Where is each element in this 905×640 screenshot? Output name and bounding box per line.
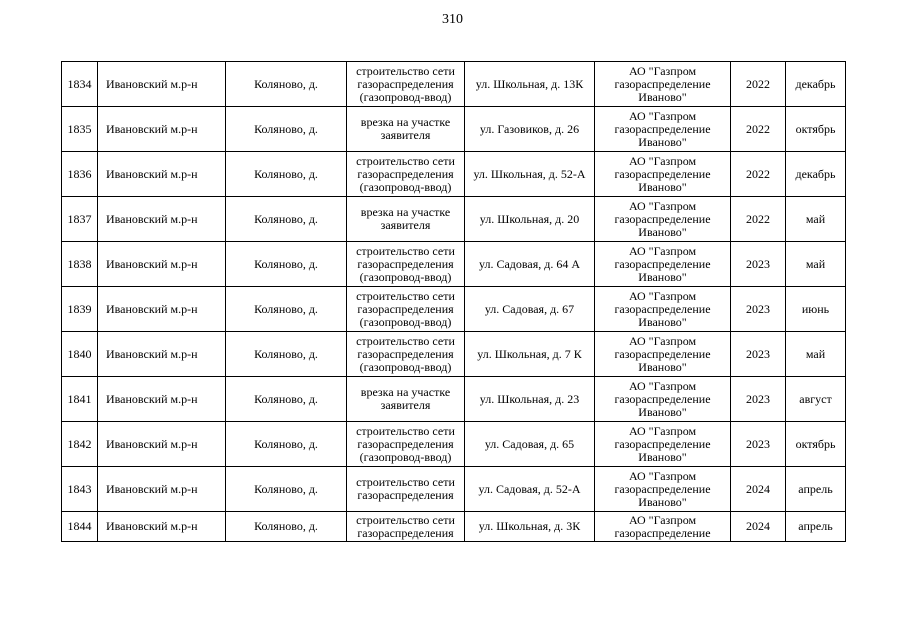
row-number-cell-text: 1837 [67, 212, 92, 226]
district-cell [98, 152, 226, 197]
company-cell-text: АО "Газпром газораспределение Иваново" [614, 379, 711, 419]
company-cell [595, 197, 731, 242]
company-cell-text: АО "Газпром газораспределение Иваново" [614, 64, 711, 104]
row-number-cell-text: 1843 [67, 482, 92, 496]
row-number-cell-text: 1840 [67, 347, 92, 361]
district-cell [98, 107, 226, 152]
locality-cell-text: Коляново, д. [254, 167, 318, 181]
table-body [62, 62, 846, 542]
table-row [62, 332, 846, 377]
year-cell [731, 377, 786, 422]
work-type-cell-text: врезка на участке заявителя [360, 206, 451, 232]
year-cell [731, 287, 786, 332]
month-cell [786, 422, 846, 467]
row-number-cell [62, 332, 98, 377]
district-cell-text: Ивановский м.р-н [106, 122, 198, 136]
work-type-cell-text: строительство сети газораспределения [356, 513, 455, 540]
company-cell-text: АО "Газпром газораспределение Иваново" [614, 154, 711, 194]
address-cell-text: ул. Садовая, д. 64 А [478, 257, 581, 271]
year-cell [731, 332, 786, 377]
address-cell [465, 107, 595, 152]
address-cell-text: ул. Газовиков, д. 26 [479, 122, 580, 136]
district-cell [98, 197, 226, 242]
locality-cell-text: Коляново, д. [254, 437, 318, 451]
year-cell [731, 422, 786, 467]
locality-cell [226, 242, 347, 287]
locality-cell-text: Коляново, д. [254, 212, 318, 226]
company-cell [595, 377, 731, 422]
month-cell [786, 332, 846, 377]
work-type-cell [347, 467, 465, 512]
district-cell [98, 377, 226, 422]
company-cell-text: АО "Газпром газораспределение Иваново" [614, 424, 711, 464]
company-cell [595, 242, 731, 287]
locality-cell-text: Коляново, д. [254, 257, 318, 271]
row-number-cell [62, 467, 98, 512]
locality-cell [226, 197, 347, 242]
work-type-cell [347, 512, 465, 542]
work-type-cell [347, 422, 465, 467]
work-type-cell [347, 377, 465, 422]
year-cell-text: 2023 [746, 392, 770, 406]
district-cell-text: Ивановский м.р-н [106, 482, 198, 496]
row-number-cell [62, 512, 98, 542]
row-number-cell [62, 422, 98, 467]
district-cell [98, 512, 226, 542]
month-cell-text: июнь [801, 302, 830, 316]
company-cell-text: АО "Газпром газораспределение [614, 513, 711, 540]
address-cell-text: ул. Школьная, д. 20 [479, 212, 580, 226]
row-number-cell [62, 287, 98, 332]
district-cell-text: Ивановский м.р-н [106, 437, 198, 451]
year-cell [731, 197, 786, 242]
work-type-cell [347, 62, 465, 107]
district-cell [98, 422, 226, 467]
address-cell-text: ул. Садовая, д. 67 [484, 302, 575, 316]
district-cell [98, 242, 226, 287]
table-row [62, 242, 846, 287]
table-row [62, 197, 846, 242]
row-number-cell [62, 242, 98, 287]
company-cell [595, 62, 731, 107]
work-type-cell-text: врезка на участке заявителя [360, 386, 451, 412]
district-cell-text: Ивановский м.р-н [106, 77, 198, 91]
company-cell-text: АО "Газпром газораспределение Иваново" [614, 334, 711, 374]
district-cell [98, 467, 226, 512]
address-cell [465, 377, 595, 422]
month-cell [786, 377, 846, 422]
address-cell-text: ул. Школьная, д. 7 К [477, 347, 582, 361]
work-type-cell-text: строительство сети газораспределения [356, 476, 455, 502]
page-number: 310 [442, 12, 463, 27]
locality-cell [226, 152, 347, 197]
month-cell-text: май [805, 212, 826, 226]
company-cell-text: АО "Газпром газораспределение Иваново" [614, 199, 711, 239]
company-cell-text: АО "Газпром газораспределение Иваново" [614, 289, 711, 329]
district-cell-text: Ивановский м.р-н [106, 520, 198, 533]
company-cell [595, 332, 731, 377]
row-number-cell-text: 1844 [67, 520, 92, 533]
year-cell-text: 2022 [746, 212, 770, 226]
district-cell-text: Ивановский м.р-н [106, 392, 198, 406]
work-type-cell [347, 332, 465, 377]
work-type-cell-text: строительство сети газораспределения (газопровод-ввод) [356, 424, 455, 464]
district-cell-text: Ивановский м.р-н [106, 302, 198, 316]
row-number-cell-text: 1841 [67, 392, 92, 406]
table-row [62, 512, 846, 542]
address-cell [465, 62, 595, 107]
year-cell [731, 512, 786, 542]
month-cell-text: август [799, 392, 832, 406]
month-cell [786, 512, 846, 542]
locality-cell-text: Коляново, д. [254, 520, 318, 533]
year-cell-text: 2022 [746, 122, 770, 136]
company-cell-text: АО "Газпром газораспределение Иваново" [614, 109, 711, 149]
work-type-cell [347, 242, 465, 287]
row-number-cell-text: 1842 [67, 437, 92, 451]
work-type-cell [347, 197, 465, 242]
work-type-cell-text: строительство сети газораспределения (газопровод-ввод) [356, 334, 455, 374]
year-cell [731, 152, 786, 197]
locality-cell [226, 512, 347, 542]
month-cell [786, 467, 846, 512]
table-row [62, 152, 846, 197]
address-cell [465, 422, 595, 467]
work-type-cell [347, 107, 465, 152]
table-row [62, 62, 846, 107]
work-type-cell-text: строительство сети газораспределения (газопровод-ввод) [356, 244, 455, 284]
table-row [62, 377, 846, 422]
address-cell [465, 287, 595, 332]
work-type-cell-text: строительство сети газораспределения (газопровод-ввод) [356, 154, 455, 194]
row-number-cell [62, 197, 98, 242]
year-cell-text: 2023 [746, 347, 770, 361]
month-cell [786, 197, 846, 242]
address-cell [465, 197, 595, 242]
locality-cell-text: Коляново, д. [254, 122, 318, 136]
company-cell [595, 152, 731, 197]
month-cell-text: май [805, 347, 826, 361]
month-cell-text: декабрь [795, 167, 836, 181]
month-cell-text: октябрь [795, 122, 836, 136]
year-cell-text: 2023 [746, 437, 770, 451]
row-number-cell-text: 1834 [67, 77, 92, 91]
company-cell [595, 467, 731, 512]
month-cell-text: апрель [798, 482, 833, 496]
locality-cell [226, 377, 347, 422]
month-cell-text: май [805, 257, 826, 271]
district-cell-text: Ивановский м.р-н [106, 257, 198, 271]
company-cell-text: АО "Газпром газораспределение Иваново" [614, 244, 711, 284]
district-cell-text: Ивановский м.р-н [106, 347, 198, 361]
year-cell-text: 2022 [746, 77, 770, 91]
district-cell [98, 287, 226, 332]
address-cell-text: ул. Школьная, д. 52-А [473, 167, 586, 181]
locality-cell-text: Коляново, д. [254, 347, 318, 361]
address-cell [465, 152, 595, 197]
address-cell-text: ул. Садовая, д. 65 [484, 437, 575, 451]
gasification-schedule-table [61, 61, 846, 542]
work-type-cell [347, 152, 465, 197]
locality-cell-text: Коляново, д. [254, 482, 318, 496]
row-number-cell-text: 1838 [67, 257, 92, 271]
company-cell [595, 422, 731, 467]
row-number-cell [62, 377, 98, 422]
address-cell [465, 242, 595, 287]
locality-cell [226, 467, 347, 512]
row-number-cell-text: 1836 [67, 167, 92, 181]
address-cell [465, 332, 595, 377]
locality-cell [226, 62, 347, 107]
row-number-cell-text: 1835 [67, 122, 92, 136]
row-number-cell [62, 152, 98, 197]
month-cell [786, 152, 846, 197]
year-cell [731, 107, 786, 152]
row-number-cell [62, 107, 98, 152]
month-cell [786, 107, 846, 152]
year-cell-text: 2023 [746, 302, 770, 316]
month-cell-text: апрель [798, 520, 833, 533]
work-type-cell-text: врезка на участке заявителя [360, 116, 451, 142]
work-type-cell [347, 287, 465, 332]
locality-cell [226, 107, 347, 152]
locality-cell-text: Коляново, д. [254, 302, 318, 316]
table-row [62, 287, 846, 332]
district-cell-text: Ивановский м.р-н [106, 167, 198, 181]
month-cell [786, 242, 846, 287]
year-cell [731, 242, 786, 287]
row-number-cell [62, 62, 98, 107]
locality-cell [226, 422, 347, 467]
company-cell-text: АО "Газпром газораспределение Иваново" [614, 469, 711, 509]
table-row [62, 467, 846, 512]
year-cell [731, 62, 786, 107]
locality-cell [226, 287, 347, 332]
address-cell-text: ул. Школьная, д. 23 [479, 392, 580, 406]
company-cell [595, 107, 731, 152]
address-cell-text: ул. Школьная, д. 13К [475, 77, 584, 91]
year-cell-text: 2022 [746, 167, 770, 181]
locality-cell-text: Коляново, д. [254, 392, 318, 406]
address-cell-text: ул. Садовая, д. 52-А [478, 482, 581, 496]
year-cell [731, 467, 786, 512]
row-number-cell-text: 1839 [67, 302, 92, 316]
district-cell [98, 332, 226, 377]
year-cell-text: 2023 [746, 257, 770, 271]
table-row [62, 107, 846, 152]
locality-cell-text: Коляново, д. [254, 77, 318, 91]
month-cell-text: декабрь [795, 77, 836, 91]
work-type-cell-text: строительство сети газораспределения (газопровод-ввод) [356, 64, 455, 104]
table-row [62, 422, 846, 467]
year-cell-text: 2024 [746, 520, 770, 533]
work-type-cell-text: строительство сети газораспределения (газопровод-ввод) [356, 289, 455, 329]
address-cell [465, 512, 595, 542]
address-cell [465, 467, 595, 512]
company-cell [595, 512, 731, 542]
month-cell-text: октябрь [795, 437, 836, 451]
district-cell-text: Ивановский м.р-н [106, 212, 198, 226]
district-cell [98, 62, 226, 107]
locality-cell [226, 332, 347, 377]
address-cell-text: ул. Школьная, д. 3К [478, 520, 581, 533]
company-cell [595, 287, 731, 332]
month-cell [786, 287, 846, 332]
month-cell [786, 62, 846, 107]
year-cell-text: 2024 [746, 482, 770, 496]
